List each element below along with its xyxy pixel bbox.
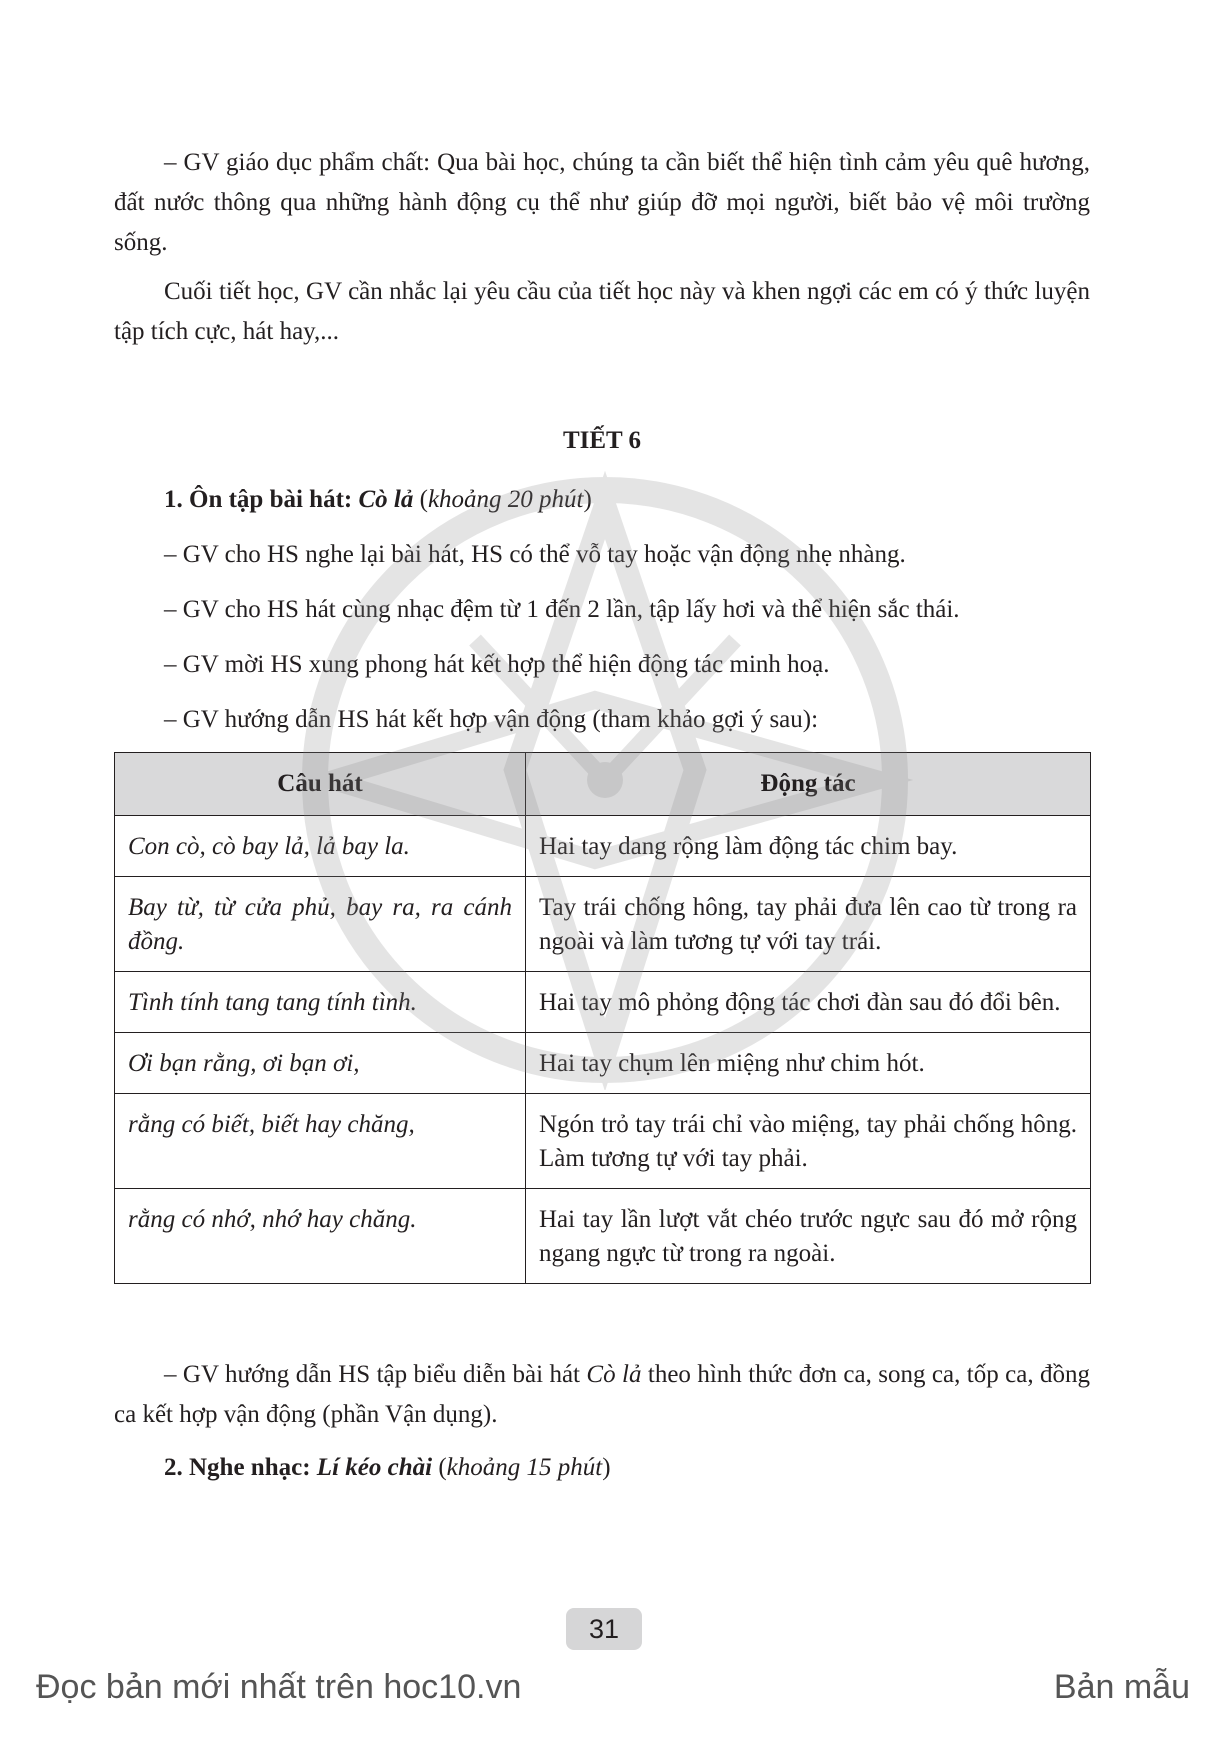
page-number: 31 xyxy=(566,1608,642,1650)
column-header-movement: Động tác xyxy=(526,753,1091,816)
performance-prefix: – GV hướng dẫn HS tập biểu diễn bài hát xyxy=(164,1361,587,1388)
table-row xyxy=(115,1033,1091,1094)
lyric-cell: Bay từ, từ cửa phủ, bay ra, ra cánh đồng. xyxy=(115,877,526,972)
section-1-paren-close: ) xyxy=(583,486,592,513)
movement-cell: Hai tay lần lượt vắt chéo trước ngực sau đó mở rộng ngang ngực từ trong ra ngoài. xyxy=(526,1189,1091,1284)
footer-sample-label: Bản mẫu xyxy=(1053,1668,1190,1706)
section-2-paren-open: ( xyxy=(432,1454,447,1481)
performance-song: Cò lả xyxy=(586,1361,642,1388)
lyric-cell: Tình tính tang tang tính tình. xyxy=(115,972,526,1033)
section-1-label: 1. Ôn tập bài hát: xyxy=(164,486,359,513)
table-row xyxy=(115,972,1091,1033)
movement-cell: Hai tay mô phỏng động tác chơi đàn sau đó đổi bên. xyxy=(526,972,1091,1033)
lyrics-movement-table xyxy=(114,752,1091,1284)
section-1-bullet: – GV cho HS nghe lại bài hát, HS có thể vỗ tay hoặc vận động nhẹ nhàng. xyxy=(164,541,906,568)
lyric-cell: rằng có biết, biết hay chăng, xyxy=(115,1094,526,1189)
section-2-label: 2. Nghe nhạc: xyxy=(164,1454,317,1481)
lyric-cell: rằng có nhớ, nhớ hay chăng. xyxy=(115,1189,526,1284)
table-row xyxy=(115,877,1091,972)
section-1-bullet: – GV mời HS xung phong hát kết hợp thể hiện động tác minh hoạ. xyxy=(164,651,830,678)
section-2-song: Lí kéo chài xyxy=(316,1454,433,1481)
performance-paragraph xyxy=(114,1355,1090,1435)
table-row xyxy=(115,1094,1091,1189)
quality-education-paragraph: – GV giáo dục phẩm chất: Qua bài học, chúng ta cần biết thể hiện tình cảm yêu quê hương, đất nước thông qua những hành động cụ thể như giúp đỡ mọi người, biết bảo vệ môi trường sống. xyxy=(114,149,1090,256)
section-1-bullet: – GV cho HS hát cùng nhạc đệm từ 1 đến 2 lần, tập lấy hơi và thể hiện sắc thái. xyxy=(164,596,960,623)
performance-suffix: theo hình thức đơn ca, song ca, tốp ca, đồng ca kết hợp vận động (phần Vận dụng). xyxy=(114,1361,1090,1428)
section-1-song: Cò lả xyxy=(358,486,414,513)
section-2-paren-close: ) xyxy=(602,1454,611,1481)
lyric-cell: Ơi bạn rằng, ơi bạn ơi, xyxy=(115,1033,526,1094)
lyric-cell: Con cò, cò bay lả, lả bay la. xyxy=(115,816,526,877)
table-header-row xyxy=(115,753,1091,816)
table-row xyxy=(115,816,1091,877)
movement-cell: Tay trái chống hông, tay phải đưa lên cao từ trong ra ngoài và làm tương tự với tay trái. xyxy=(526,877,1091,972)
section-1-paren-open: ( xyxy=(413,486,428,513)
table-row xyxy=(115,1189,1091,1284)
closing-paragraph: Cuối tiết học, GV cần nhắc lại yêu cầu của tiết học này và khen ngợi các em có ý thức luyện tập tích cực, hát hay,... xyxy=(114,278,1090,345)
section-2-heading xyxy=(164,1448,611,1488)
movement-cell: Hai tay chụm lên miệng như chim hót. xyxy=(526,1033,1091,1094)
column-header-lyrics: Câu hát xyxy=(115,753,526,816)
section-1-bullet: – GV hướng dẫn HS hát kết hợp vận động (tham khảo gợi ý sau): xyxy=(164,706,819,733)
footer-source-link-text: Đọc bản mới nhất trên hoc10.vn xyxy=(36,1668,522,1706)
lesson-title: TIẾT 6 xyxy=(562,427,642,454)
movement-cell: Ngón trỏ tay trái chỉ vào miệng, tay phải chống hông. Làm tương tự với tay phải. xyxy=(526,1094,1091,1189)
section-1-duration: khoảng 20 phút xyxy=(427,486,584,513)
section-1-heading xyxy=(164,480,592,520)
movement-cell: Hai tay dang rộng làm động tác chim bay. xyxy=(526,816,1091,877)
section-2-duration: khoảng 15 phút xyxy=(446,1454,603,1481)
